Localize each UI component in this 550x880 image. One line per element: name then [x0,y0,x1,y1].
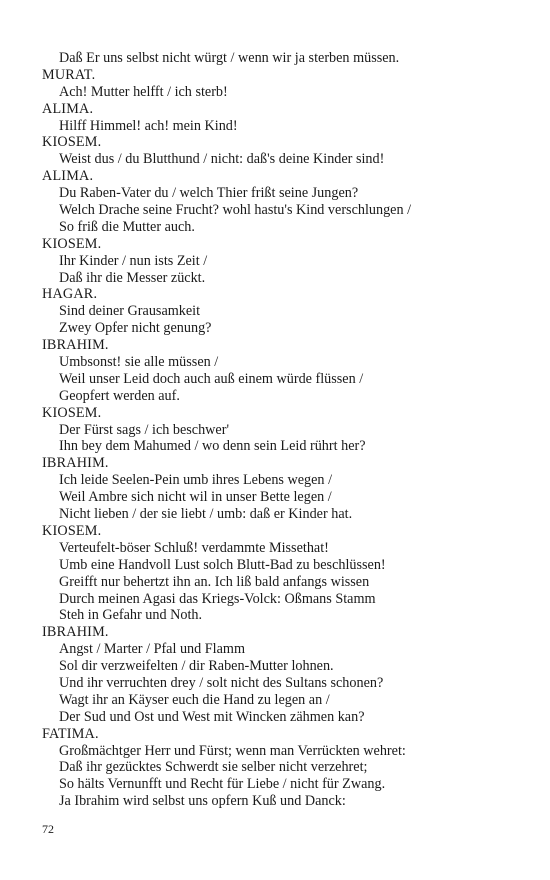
speaker-name: FATIMA. [42,725,99,742]
speaker-name: HAGAR. [42,286,98,303]
speaker-name: KIOSEM. [42,134,102,151]
verse-line: Nicht lieben / der sie liebt / umb: daß er Kinder hat. [59,506,353,523]
verse-line: Greifft nur behertzt ihn an. Ich liß bald anfangs wissen [59,573,370,590]
verse-line: Weil unser Leid doch auch auß einem würde flüssen / [59,370,364,387]
speaker-name: KIOSEM. [42,235,102,252]
verse-line: Ach! Mutter helfft / ich sterb! [59,83,228,100]
verse-line: Und ihr verruchten drey / solt nicht des Sultans schonen? [59,674,384,691]
verse-line: Ihn bey dem Mahumed / wo denn sein Leid rührt her? [59,438,366,455]
verse-line: Ihr Kinder / nun ists Zeit / [59,252,208,269]
verse-line: Du Raben-Vater du / welch Thier frißt seine Jungen? [59,185,359,202]
verse-line: Daß ihr die Messer zückt. [59,269,206,286]
verse-line: Umb eine Handvoll Lust solch Blutt-Bad zu beschlüssen! [59,556,386,573]
verse-line: Umbsonst! sie alle müssen / [59,354,219,371]
verse-line: Zwey Opfer nicht genung? [59,320,212,337]
verse-line: Daß ihr gezücktes Schwerdt sie selber nicht verzehret; [59,759,368,776]
verse-line: Welch Drache seine Frucht? wohl hastu's Kind verschlungen / [59,202,412,219]
speaker-name: ALIMA. [42,168,94,185]
verse-line: Sol dir verzweifelten / dir Raben-Mutter lohnen. [59,658,334,675]
page-number: 72 [42,822,54,836]
verse-line: Sind deiner Grausamkeit [59,303,201,320]
verse-line: Der Fürst sags / ich beschwer' [59,421,230,438]
page-body [42,50,522,810]
verse-line: Wagt ihr an Käyser euch die Hand zu legen an / [59,691,330,708]
speaker-name: KIOSEM. [42,404,102,421]
speaker-name: IBRAHIM. [42,337,109,354]
verse-line: Hilff Himmel! ach! mein Kind! [59,117,238,134]
verse-line: Ich leide Seelen-Pein umb ihres Lebens wegen / [59,472,333,489]
verse-line: Weil Ambre sich nicht wil in unser Bette legen / [59,489,332,506]
verse-line: Verteufelt-böser Schluß! verdammte Missethat! [59,539,329,556]
speaker-name: ALIMA. [42,100,94,117]
speaker-name: IBRAHIM. [42,455,109,472]
speaker-name: IBRAHIM. [42,624,109,641]
verse-line: Daß Er uns selbst nicht würgt / wenn wir ja sterben müssen. [59,50,400,66]
verse-line: Geopfert werden auf. [59,387,180,404]
verse-line: Steh in Gefahr und Noth. [59,607,203,624]
verse-line: Angst / Marter / Pfal und Flamm [59,641,245,658]
verse-line: Großmächtger Herr und Fürst; wenn man Verrückten wehret: [59,742,406,759]
verse-line: Ja Ibrahim wird selbst uns opfern Kuß und Danck: [59,793,346,810]
verse-line: Weist dus / du Blutthund / nicht: daß's deine Kinder sind! [59,151,385,168]
verse-line: Durch meinen Agasi das Kriegs-Volck: Oßmans Stamm [59,590,376,607]
verse-line: So friß die Mutter auch. [59,218,195,235]
speaker-name: KIOSEM. [42,522,102,539]
verse-line: So hälts Vernunfft und Recht für Liebe / nicht für Zwang. [59,776,386,793]
verse-line: Der Sud und Ost und West mit Wincken zähmen kan? [59,708,365,725]
speaker-name: MURAT. [42,66,96,83]
